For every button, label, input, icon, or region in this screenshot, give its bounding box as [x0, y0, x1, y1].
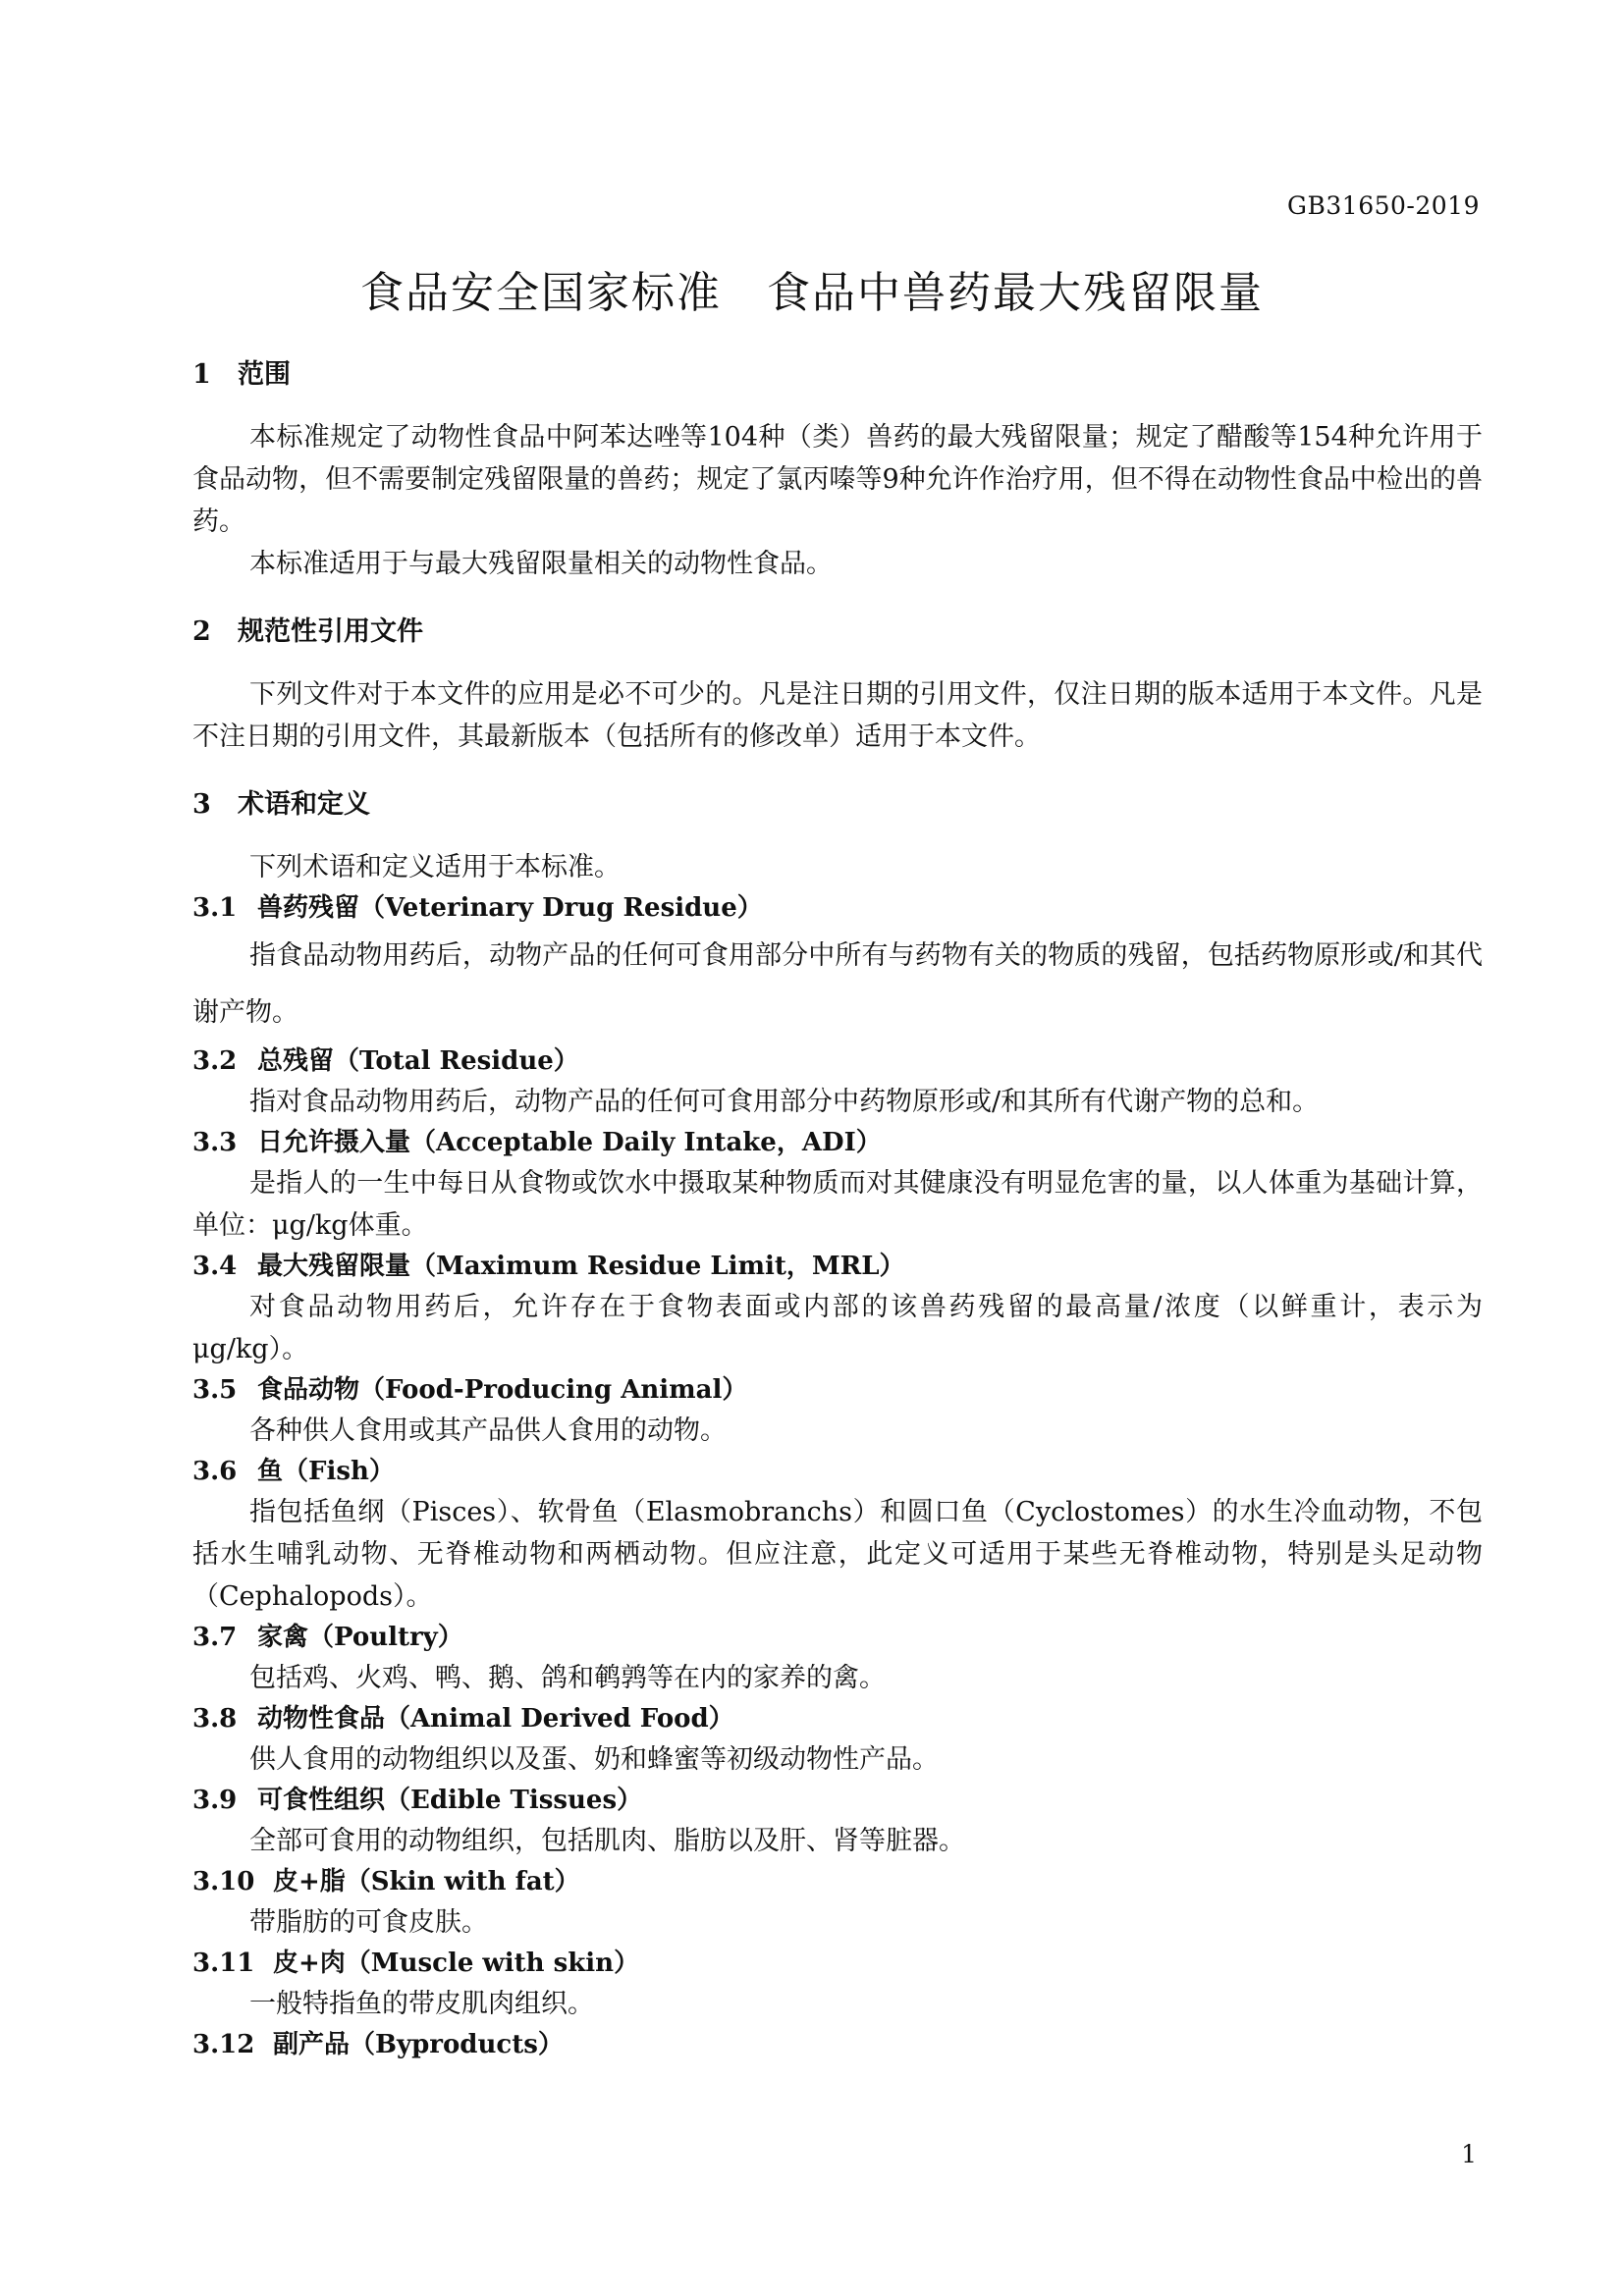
- term-number: 3.9: [192, 1786, 238, 1815]
- paragraph: 下列术语和定义适用于本标准。: [249, 852, 621, 882]
- term-number: 3.4: [192, 1252, 238, 1281]
- term-number: 3.10: [192, 1867, 255, 1896]
- term-number: 3.7: [192, 1623, 238, 1652]
- term-definition: 是指人的一生中每日从食物或饮水中摄取某种物质而对其健康没有明显危害的量，以人体重为基础计算，单位：μg/kg体重。: [192, 1168, 1483, 1241]
- term-title: 最大残留限量（Maximum Residue Limit，MRL）: [257, 1252, 905, 1281]
- term-heading: [192, 1944, 1483, 1983]
- paragraph: 下列文件对于本文件的应用是必不可少的。凡是注日期的引用文件，仅注日期的版本适用于本文件。凡是不注日期的引用文件，其最新版本（包括所有的修改单）适用于本文件。: [192, 679, 1483, 752]
- term-number: 3.3: [192, 1128, 238, 1157]
- paragraph: 本标准规定了动物性食品中阿苯达唑等104种（类）兽药的最大残留限量；规定了醋酸等154种允许用于食品动物，但不需要制定残留限量的兽药；规定了氯丙嗪等9种允许作治疗用，但不得在动物性食品中检出的兽药。: [192, 422, 1483, 537]
- paragraph: 本标准适用于与最大残留限量相关的动物性食品。: [249, 549, 833, 579]
- term-number: 3.12: [192, 2030, 255, 2059]
- term-definition: 对食品动物用药后，允许存在于食物表面或内部的该兽药残留的最高量/浓度（以鲜重计，表示为μg/kg）。: [192, 1292, 1483, 1364]
- term-3-8: [192, 1699, 1483, 1781]
- standard-code: GB31650-2019: [1287, 191, 1480, 220]
- term-title: 兽药残留（Veterinary Drug Residue）: [257, 893, 763, 923]
- term-number: 3.5: [192, 1375, 238, 1405]
- term-title: 总残留（Total Residue）: [257, 1046, 579, 1076]
- term-3-11: [192, 1944, 1483, 2025]
- term-heading: [192, 1123, 1483, 1162]
- section-number: 3: [192, 789, 211, 820]
- term-definition: 一般特指鱼的带皮肌肉组织。: [249, 1989, 594, 2019]
- term-3-12: [192, 2025, 1483, 2064]
- section-heading: [192, 785, 1483, 825]
- page-number: 1: [1461, 2140, 1477, 2168]
- term-definition: 供人食用的动物组织以及蛋、奶和蜂蜜等初级动物性产品。: [249, 1744, 939, 1775]
- term-3-9: [192, 1781, 1483, 1862]
- section-title: 规范性引用文件: [238, 616, 423, 647]
- term-3-2: [192, 1041, 1483, 1123]
- term-title: 动物性食品（Animal Derived Food）: [257, 1704, 734, 1734]
- section-title: 范围: [238, 359, 291, 390]
- term-3-5: [192, 1370, 1483, 1452]
- term-heading: [192, 888, 1483, 928]
- document-body: [192, 355, 1483, 2064]
- term-heading: [192, 1247, 1483, 1286]
- term-title: 皮+脂（Skin with fat）: [273, 1867, 580, 1896]
- term-number: 3.2: [192, 1046, 238, 1076]
- term-number: 3.1: [192, 893, 238, 923]
- term-title: 鱼（Fish）: [257, 1457, 395, 1486]
- term-3-4: [192, 1247, 1483, 1370]
- term-number: 3.6: [192, 1457, 238, 1486]
- section-heading: [192, 355, 1483, 395]
- term-heading: [192, 1699, 1483, 1738]
- term-3-1: [192, 888, 1483, 1041]
- section-title: 术语和定义: [238, 789, 370, 820]
- term-title: 皮+肉（Muscle with skin）: [273, 1949, 640, 1978]
- term-definition: 指对食品动物用药后，动物产品的任何可食用部分中药物原形或/和其所有代谢产物的总和。: [249, 1087, 1320, 1117]
- term-heading: [192, 1452, 1483, 1491]
- term-3-7: [192, 1618, 1483, 1699]
- term-3-3: [192, 1123, 1483, 1247]
- section-terms-definitions: [192, 785, 1483, 2064]
- term-definition: 包括鸡、火鸡、鸭、鹅、鸽和鹌鹑等在内的家养的禽。: [249, 1663, 886, 1693]
- term-heading: [192, 1041, 1483, 1081]
- document-title: 食品安全国家标准 食品中兽药最大残留限量: [360, 268, 1264, 318]
- section-normative-references: [192, 613, 1483, 758]
- term-title: 食品动物（Food-Producing Animal）: [257, 1375, 748, 1405]
- term-heading: [192, 1862, 1483, 1901]
- term-title: 副产品（Byproducts）: [273, 2030, 564, 2059]
- term-number: 3.11: [192, 1949, 255, 1978]
- section-scope: [192, 355, 1483, 585]
- term-definition: 各种供人食用或其产品供人食用的动物。: [249, 1415, 727, 1446]
- term-heading: [192, 2025, 1483, 2064]
- term-3-10: [192, 1862, 1483, 1944]
- section-number: 1: [192, 359, 211, 390]
- term-definition: 指食品动物用药后，动物产品的任何可食用部分中所有与药物有关的物质的残留，包括药物原形或/和其代谢产物。: [192, 940, 1483, 1028]
- section-number: 2: [192, 616, 211, 647]
- section-heading: [192, 613, 1483, 652]
- term-heading: [192, 1370, 1483, 1410]
- term-definition: 带脂肪的可食皮肤。: [249, 1907, 488, 1938]
- term-3-6: [192, 1452, 1483, 1618]
- term-definition: 全部可食用的动物组织，包括肌肉、脂肪以及肝、肾等脏器。: [249, 1826, 965, 1856]
- term-heading: [192, 1781, 1483, 1820]
- term-title: 家禽（Poultry）: [257, 1623, 463, 1652]
- term-title: 可食性组织（Edible Tissues）: [257, 1786, 643, 1815]
- term-number: 3.8: [192, 1704, 238, 1734]
- term-heading: [192, 1618, 1483, 1657]
- term-title: 日允许摄入量（Acceptable Daily Intake，ADI）: [257, 1128, 882, 1157]
- term-definition: 指包括鱼纲（Pisces）、软骨鱼（Elasmobranchs）和圆口鱼（Cyclostomes）的水生冷血动物，不包括水生哺乳动物、无脊椎动物和两栖动物。但应注意，此定义可适用于某些无脊椎动物，特别是头足动物（Cephalopods）。: [192, 1497, 1483, 1612]
